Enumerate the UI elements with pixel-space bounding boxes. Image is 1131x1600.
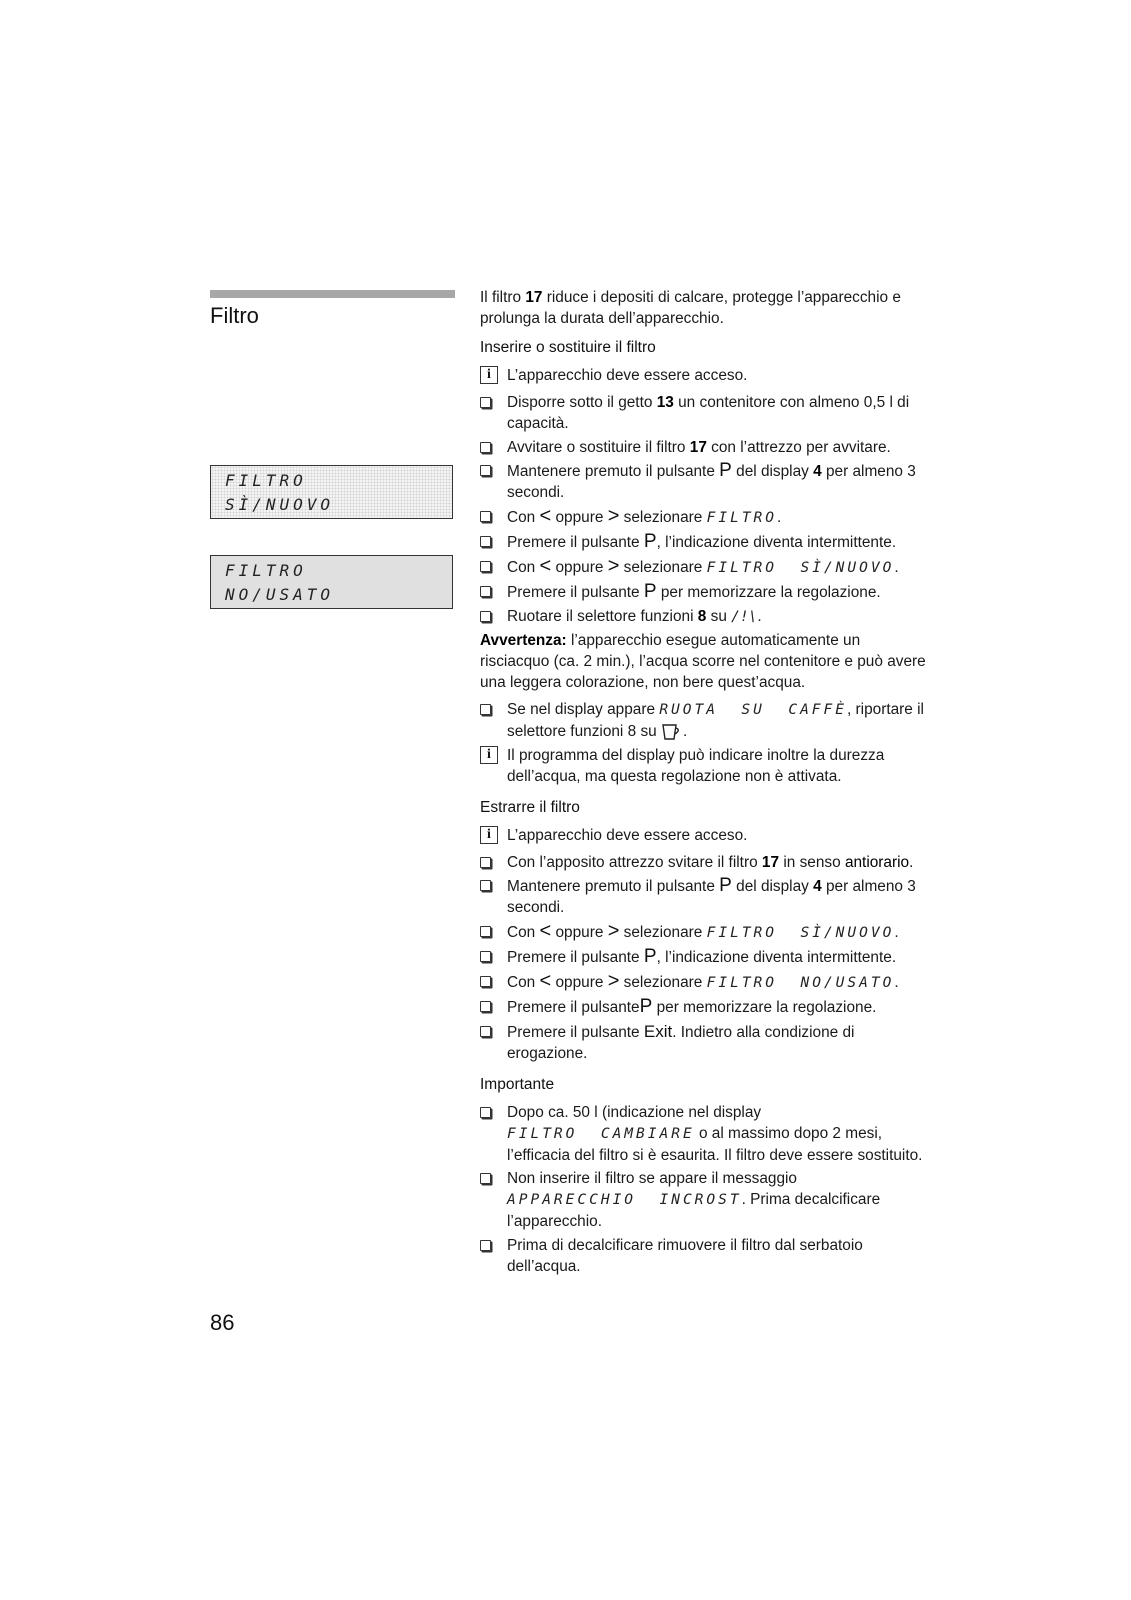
lcd-text: RUOTA SU CAFFÈ	[659, 702, 847, 718]
checkbox-square-icon	[480, 465, 491, 476]
arrow-left-icon: <	[539, 969, 552, 992]
list-item: Con < oppure > selezionare FILTRO SÌ/NUOVO.	[480, 556, 930, 579]
info-icon: i	[480, 746, 498, 764]
lcd-text: FILTRO SÌ/NUOVO	[706, 559, 895, 576]
checkbox-square-icon	[480, 926, 491, 937]
heading-important: Importante	[480, 1075, 555, 1093]
list-item: Con < oppure > selezionare FILTRO SÌ/NUOVO.	[480, 921, 930, 944]
section-title: Filtro	[210, 303, 259, 328]
checkbox-square-icon	[480, 976, 491, 987]
display-filtro-si-nuovo	[210, 465, 453, 519]
checkbox-square-icon	[480, 442, 491, 453]
key-p: P	[719, 875, 732, 896]
main-content	[480, 287, 930, 1279]
intro-paragraph: Il filtro 17 riduce i depositi di calcare, protegge l’apparecchio e prolunga la durata dell’apparecchio.	[480, 289, 901, 327]
checkbox-square-icon	[480, 1173, 491, 1184]
display-line: FILTRO	[225, 471, 307, 490]
list-item: Disporre sotto il getto 13 un contenitore con almeno 0,5 l di capacità.	[480, 392, 930, 434]
lcd-text: APPARECCHIO INCROST	[507, 1192, 742, 1208]
checkbox-square-icon	[480, 1240, 491, 1251]
page-number: 86	[210, 1310, 235, 1335]
lcd-text: FILTRO	[706, 509, 778, 526]
checkbox-square-icon	[480, 1107, 491, 1118]
checkbox-square-icon	[480, 561, 491, 572]
list-item: Con < oppure > selezionare FILTRO.	[480, 506, 930, 529]
arrow-right-icon: >	[607, 504, 620, 527]
checkbox-square-icon	[480, 511, 491, 522]
list-item: Premere il pulsante P, l’indicazione diventa intermittente.	[480, 531, 930, 553]
checkbox-square-icon	[480, 704, 491, 715]
heading-insert-filter: Inserire o sostituire il filtro	[480, 339, 656, 356]
heading-remove-filter: Estrarre il filtro	[480, 798, 580, 816]
info-item: i L’apparecchio deve essere acceso.	[480, 365, 930, 386]
list-item: Con < oppure > selezionare FILTRO NO/USATO.	[480, 971, 930, 994]
list-item: Prima di decalcificare rimuovere il filtro dal serbatoio dell’acqua.	[480, 1235, 930, 1277]
arrow-right-icon: >	[607, 554, 620, 577]
arrow-left-icon: <	[539, 919, 552, 942]
checkbox-square-icon	[480, 586, 491, 597]
key-p: P	[643, 946, 657, 967]
info-item: i Il programma del display può indicare inoltre la durezza dell’acqua, ma questa regolazione non è attivata.	[480, 745, 930, 787]
arrow-right-icon: >	[607, 919, 620, 942]
checkbox-square-icon	[480, 857, 491, 868]
list-item: Premere il pulsante P per memorizzare la regolazione.	[480, 581, 930, 603]
lcd-text: FILTRO NO/USATO	[706, 974, 895, 991]
checkbox-square-icon	[480, 397, 491, 408]
display-line: NO/USATO	[225, 585, 335, 604]
section-rule	[210, 290, 455, 298]
lcd-text: FILTRO SÌ/NUOVO	[706, 924, 895, 941]
checkbox-square-icon	[480, 880, 491, 891]
lcd-text: FILTRO CAMBIARE	[507, 1125, 695, 1142]
warning-note: Avvertenza: l’apparecchio esegue automaticamente un risciacquo (ca. 2 min.), l’acqua scorre nel contenitore e può avere una leggera colorazione, non bere quest’acqua.	[480, 632, 926, 691]
list-item: Mantenere premuto il pulsante P del display 4 per almeno 3 secondi.	[480, 460, 930, 503]
list-item: Avvitare o sostituire il filtro 17 con l’attrezzo per avvitare.	[480, 437, 930, 458]
checkbox-square-icon	[480, 611, 491, 622]
list-item: Ruotare il selettore funzioni 8 su /!\.	[480, 606, 930, 628]
display-line: SÌ/NUOVO	[225, 495, 335, 514]
rinse-symbol-icon: /!\	[731, 608, 758, 625]
list-item: Non inserire il filtro se appare il messaggio APPARECCHIO INCROST. Prima decalcificare l’apparecchio.	[480, 1168, 930, 1232]
list-item: Premere il pulsanteP per memorizzare la regolazione.	[480, 996, 930, 1018]
arrow-right-icon: >	[607, 969, 620, 992]
arrow-left-icon: <	[539, 554, 552, 577]
list-item: Mantenere premuto il pulsante P del display 4 per almeno 3 secondi.	[480, 875, 930, 918]
key-p: P	[719, 460, 732, 481]
checkbox-square-icon	[480, 1026, 491, 1037]
coffee-cup-icon	[661, 723, 683, 741]
list-item: Dopo ca. 50 l (indicazione nel display FILTRO CAMBIARE o al massimo dopo 2 mesi, l’efficacia del filtro si è esaurita. Il filtro deve essere sostituito.	[480, 1102, 930, 1166]
checkbox-square-icon	[480, 951, 491, 962]
display-filtro-no-usato	[210, 555, 453, 609]
list-item: Con l’apposito attrezzo svitare il filtro 17 in senso antiorario.	[480, 852, 930, 873]
key-p: P	[639, 996, 653, 1017]
checkbox-square-icon	[480, 1001, 491, 1012]
info-icon: i	[480, 366, 498, 384]
list-item: Premere il pulsante P, l’indicazione diventa intermittente.	[480, 946, 930, 968]
key-p: P	[643, 581, 657, 602]
display-line: FILTRO	[225, 561, 307, 580]
info-item: i L’apparecchio deve essere acceso.	[480, 825, 930, 846]
key-exit: Exit	[643, 1021, 673, 1041]
key-p: P	[643, 531, 657, 552]
arrow-left-icon: <	[539, 504, 552, 527]
info-icon: i	[480, 826, 498, 844]
checkbox-square-icon	[480, 536, 491, 547]
list-item: Se nel display appare RUOTA SU CAFFÈ, riportare il selettore funzioni 8 su .	[480, 699, 930, 742]
list-item: Premere il pulsante Exit. Indietro alla condizione di erogazione.	[480, 1021, 930, 1064]
